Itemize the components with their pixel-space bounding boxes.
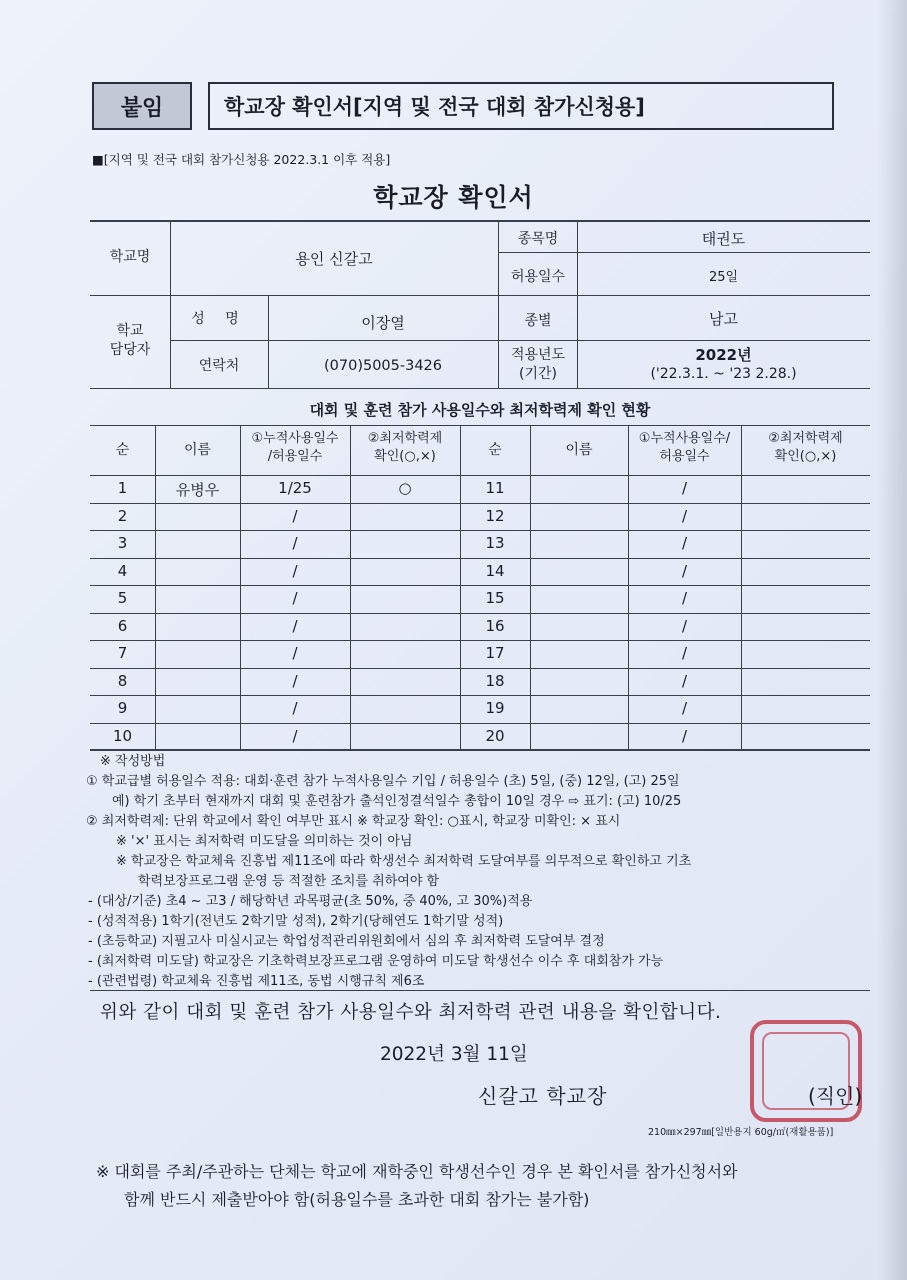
note-line: - (최저학력 미도달) 학교장은 기초학력보장프로그램 운영하여 미도달 학생선수 이수 후 대회참가 가능 <box>88 954 664 969</box>
manager-label-line2: 담당자 <box>109 341 151 358</box>
school-label: 학교명 <box>109 249 151 265</box>
issue-date: 2022년 3월 11일 <box>380 1044 528 1065</box>
sport-value: 태권도 <box>701 230 746 248</box>
row-number: 1 <box>117 479 128 497</box>
note-line: ② 최저학력제: 단위 학교에서 확인 여부만 표시 ※ 학교장 확인: ○표시, 학교장 미확인: × 표시 <box>86 814 621 829</box>
col-used-left <box>240 430 350 465</box>
row-number: 4 <box>117 562 128 580</box>
row-used-days: / <box>292 562 298 580</box>
row-number: 6 <box>117 617 128 635</box>
contact-label: 연락처 <box>198 358 240 374</box>
status-title: 대회 및 훈련 참가 사용일수와 최저학력제 확인 현황 <box>309 401 651 419</box>
note-line: ※ 작성방법 <box>100 754 166 769</box>
col-check-right-line1: ②최저학력제 <box>768 431 843 446</box>
row-used-days: / <box>292 699 298 717</box>
row-used-days: 1/25 <box>278 479 312 497</box>
row-used-days: / <box>292 644 298 662</box>
note-line: 예) 학기 초부터 현재까지 대회 및 훈련참가 출석인정결석일수 총합이 10일 경우 ⇨ 표기: (고) 10/25 <box>112 794 682 809</box>
writing-notes <box>86 752 886 992</box>
row-used-days: / <box>681 534 688 552</box>
year-value: 2022년 <box>695 346 752 364</box>
attachment-label: 붙임 <box>92 82 192 130</box>
note-line: 학력보장프로그램 운영 등 적절한 조치를 취하여야 함 <box>138 874 440 889</box>
bottom-note <box>96 1158 738 1214</box>
row-number: 15 <box>485 589 505 607</box>
col-used-right-line1: ①누적사용일수/ <box>638 431 731 446</box>
gender-label: 종별 <box>524 313 552 329</box>
col-no-right: 순 <box>488 442 502 458</box>
seal-label: (직인) <box>808 1084 863 1108</box>
note-line: ※ '×' 표시는 최저학력 미도달을 의미하는 것이 아님 <box>116 834 413 849</box>
row-number: 20 <box>485 727 505 745</box>
row-used-days: / <box>681 479 688 497</box>
row-used-days: / <box>681 727 688 745</box>
row-number: 13 <box>485 534 505 552</box>
contact-value: (070)5005-3426 <box>323 358 443 374</box>
signer-name: 신갈고 학교장 <box>478 1084 608 1108</box>
row-number: 10 <box>112 727 133 745</box>
gender-value: 남고 <box>709 310 738 328</box>
col-check-left-line1: ②최저학력제 <box>367 431 443 446</box>
row-used-days: / <box>681 507 688 525</box>
bottom-note-line2: 함께 반드시 제출받아야 함(허용일수를 초과한 대회 참가는 불가함) <box>124 1190 590 1209</box>
confirmation-statement: 위와 같이 대회 및 훈련 참가 사용일수와 최저학력 관련 내용을 확인합니다. <box>100 1002 722 1023</box>
row-used-days: / <box>681 617 688 635</box>
note-line: - (대상/기준) 초4 ~ 고3 / 해당학년 과목평균(초 50%, 중 40%, 고 30%)적용 <box>88 894 533 909</box>
row-used-days: / <box>292 672 298 690</box>
bottom-note-line1: ※ 대회를 주최/주관하는 단체는 학교에 재학중인 학생선수인 경우 본 확인서를 참가신청서와 <box>96 1162 738 1181</box>
col-used-left-line1: ①누적사용일수 <box>251 431 339 446</box>
row-name: 유병우 <box>175 481 220 499</box>
manager-label <box>90 322 170 360</box>
row-number: 12 <box>485 507 505 525</box>
note-line: - (초등학교) 지필고사 미실시교는 학업성적관리위원회에서 심의 후 최저학력 도달여부 결정 <box>88 934 605 949</box>
row-number: 3 <box>117 534 128 552</box>
row-number: 2 <box>117 507 128 525</box>
header-title: 학교장 확인서[지역 및 전국 대회 참가신청용] <box>208 82 834 130</box>
note-line: - (성적적용) 1학기(전년도 2학기말 성적), 2학기(당해연도 1학기말 성적) <box>88 914 504 929</box>
document-title: 학교장 확인서 <box>373 183 534 212</box>
row-used-days: / <box>292 507 298 525</box>
col-name-left: 이름 <box>183 442 212 458</box>
row-number: 5 <box>117 589 128 607</box>
row-used-days: / <box>681 644 688 662</box>
col-no-left: 순 <box>115 442 130 458</box>
manager-label-line1: 학교 <box>116 323 144 339</box>
period-label-line1: 적용년도 <box>510 347 566 363</box>
row-number: 11 <box>485 479 505 497</box>
row-number: 14 <box>485 562 505 580</box>
row-used-days: / <box>681 672 688 690</box>
days-value: 25일 <box>708 270 739 285</box>
col-used-right <box>628 430 741 465</box>
row-number: 9 <box>117 699 128 717</box>
sport-label: 종목명 <box>517 231 559 247</box>
row-used-days: / <box>292 589 298 607</box>
row-used-days: / <box>681 589 688 607</box>
range-value: ('22.3.1. ~ '23 2.28.) <box>650 366 797 382</box>
paper-spec: 210㎜×297㎜[일반용지 60g/㎡(재활용품)] <box>648 1127 834 1138</box>
col-check-left <box>350 430 460 465</box>
row-used-days: / <box>681 699 688 717</box>
row-number: 16 <box>485 617 505 635</box>
row-used-days: / <box>292 534 298 552</box>
note-line: ① 학교급별 허용일수 적용: 대회·훈련 참가 누적사용일수 기입 / 허용일수 (초) 5일, (중) 12일, (고) 25일 <box>86 774 680 789</box>
row-number: 18 <box>485 672 505 690</box>
col-used-left-line2: /허용일수 <box>267 448 323 464</box>
row-check: ○ <box>398 479 412 497</box>
col-check-left-line2: 확인(○,×) <box>374 448 436 464</box>
period-label-line2: (기간) <box>519 365 557 382</box>
row-used-days: / <box>681 562 688 580</box>
note-line: - (관련법령) 학교체육 진흥법 제11조, 동법 시행규칙 제6조 <box>88 974 425 989</box>
row-number: 19 <box>485 699 505 717</box>
days-label: 허용일수 <box>510 269 566 285</box>
col-used-right-line2: 허용일수 <box>659 448 710 464</box>
row-number: 7 <box>117 644 128 662</box>
row-used-days: / <box>292 727 298 745</box>
col-check-right-line2: 확인(○,×) <box>774 448 837 464</box>
col-name-right: 이름 <box>565 442 593 458</box>
name-value: 이장열 <box>361 314 405 332</box>
row-number: 17 <box>485 644 505 662</box>
row-number: 8 <box>117 672 128 690</box>
school-value: 용인 신갈고 <box>295 250 373 268</box>
period-label <box>498 346 578 384</box>
col-check-right <box>741 430 870 465</box>
note-line: ※ 학교장은 학교체육 진흥법 제11조에 따라 학생선수 최저학력 도달여부를 의무적으로 확인하고 기초 <box>116 854 692 869</box>
row-used-days: / <box>292 617 298 635</box>
applicability-note: ■[지역 및 전국 대회 참가신청용 2022.3.1 이후 적용] <box>92 152 391 167</box>
name-label: 성 명 <box>191 311 247 327</box>
